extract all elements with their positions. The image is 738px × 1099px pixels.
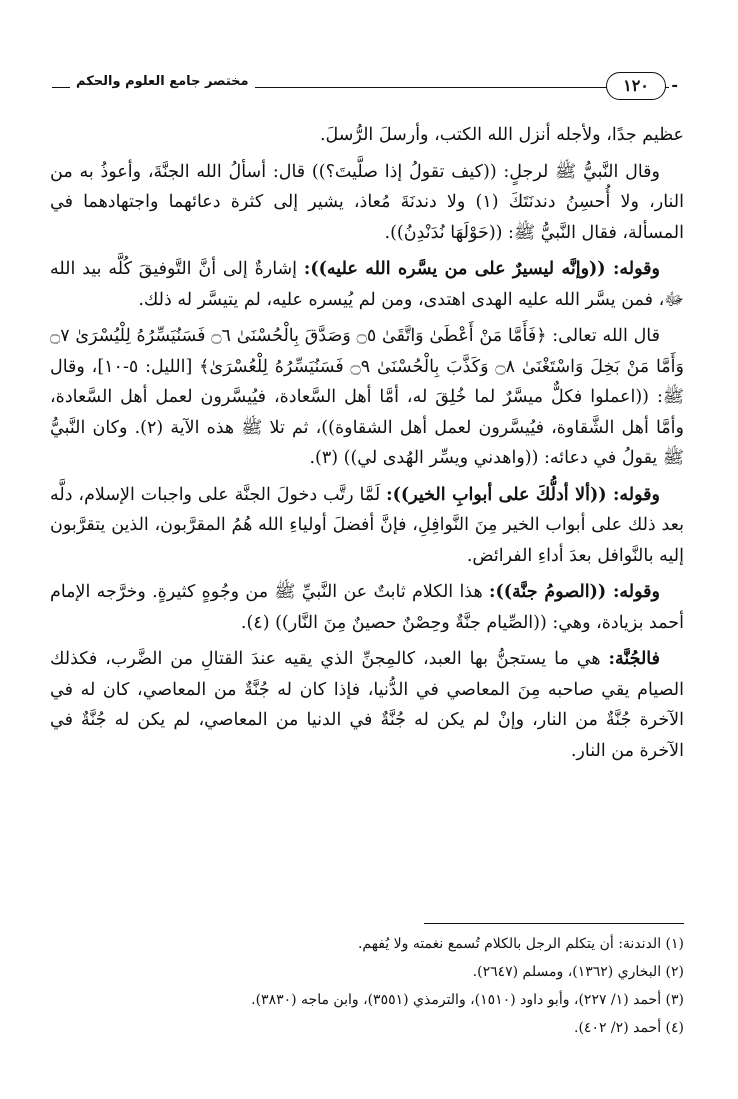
paragraph-text: هي ما يستجنُّ بها العبد، كالمِجنِّ الذي يقيه عندَ القتالِ من الضَّرب، فكذلك الصيام يقي صاحبه مِنَ المعاصي في الدُّنيا، فإذا كان له جُنَّةٌ من المعاصي، كان له في الآخرة جُنَّةٌ من النار، وإنْ لم يكن له جُنَّةٌ في الدنيا من المعاصي، لم يكن له جُنَّةٌ في الآخرة من النار. — [50, 649, 684, 761]
paragraph — [50, 644, 684, 766]
paragraph-text: قال الله تعالى: ﴿فَأَمَّا مَنْ أَعْطَىٰ وَاتَّقَىٰ ۝٥ وَصَدَّقَ بِالْحُسْنَىٰ ۝٦ فَسَنُيَسِّرُهُ لِلْيُسْرَىٰ ۝٧ وَأَمَّا مَنْ بَخِلَ وَاسْتَغْنَىٰ ۝٨ وَكَذَّبَ بِالْحُسْنَىٰ ۝٩ فَسَنُيَسِّرُهُ لِلْعُسْرَىٰ﴾ [الليل: ٥-١٠]، وقال ﷺ: ((اعملوا فكلٌّ ميسَّرٌ لما خُلِقَ له، أمَّا أهل السَّعادة، فيُيسَّرون لعمل أهل السَّعادة، وأمَّا أهل الشَّقاوة، فيُيسَّرون لعمل أهل الشقاوة))، ثم تلا ﷺ هذه الآية (٢). وكان النَّبيُّ ﷺ يقولُ في دعائه: ((واهدني ويسِّر الهُدى لي)) (٣). — [50, 326, 684, 468]
paragraph-lead: فالجُنَّة: — [608, 649, 660, 669]
paragraph-text: لَمَّا رتَّب دخولَ الجنَّة على واجبات الإسلام، دلَّه بعد ذلك على أبواب الخير مِنَ النَّوافِلِ، فإنَّ أفضلَ أولياءِ الله هُمُ المقرَّبون، الذين يتقرَّبون إليه بالنَّوافل بعدَ أداءِ الفرائض. — [50, 484, 684, 566]
paragraph-text: هذا الكلام ثابتٌ عن النَّبيِّ ﷺ من وجُوهٍ كثيرةٍ. وخرَّجه الإمام أحمد بزيادة، وهي: ((الصِّيام جنَّةٌ وحِصْنٌ حصينٌ مِنَ النَّار)) (٤). — [50, 582, 684, 633]
footnote: (٤) أحمد (٢/ ٤٠٢). — [574, 1020, 684, 1036]
page-number: ١٢٠ — [606, 72, 666, 100]
paragraph-lead: وقوله: ((ألا أدلُّكَ على أبوابِ الخير)): — [386, 484, 660, 505]
paragraph — [50, 480, 684, 572]
header-dash: - — [671, 75, 678, 94]
paragraph-text: إشارةٌ إلى أنَّ التَّوفيقَ كُلَّه بيد الله ﷻ، فمن يسَّر الله عليه الهدى اهتدى، ومن لم يُيسره عليه، لم يتيسَّر له ذلك. — [50, 259, 684, 310]
paragraph — [50, 157, 684, 249]
footnote: (٣) أحمد (١/ ٢٢٧)، وأبو داود (١٥١٠)، والترمذي (٣٥٥١)، وابن ماجه (٣٨٣٠). — [251, 992, 684, 1008]
page-header — [52, 70, 678, 102]
paragraph — [50, 120, 684, 151]
paragraph-text: عظيم جدًا، ولأجله أنزل الله الكتب، وأرسلَ الرُّسلَ. — [319, 125, 684, 145]
paragraph-text: وقال النَّبيُّ ﷺ لرجلٍ: ((كيف تقولُ إذا صلَّيتَ؟)) قال: أسألُ الله الجنَّةَ، وأعوذُ به من النار، ولا أُحسِنُ دندنَتَكَ (١) ولا دندنَةَ مُعاذ، يشير إلى كثرة دعائهما واجتهادهما في المسألة، فقال النَّبيُّ ﷺ: ((حَوْلَهَا نُدَنْدِنُ)). — [50, 161, 684, 243]
footnote-rule — [424, 923, 684, 924]
footnote: (١) الدندنة: أن يتكلم الرجل بالكلام تُسمع نغمته ولا يُفهم. — [357, 936, 684, 952]
paragraph — [50, 254, 684, 315]
footnote: (٢) البخاري (١٣٦٢)، ومسلم (٢٦٤٧). — [472, 964, 684, 980]
paragraph — [50, 321, 684, 474]
paragraph-lead: وقوله: ((الصومُ جنَّة)): — [489, 582, 660, 602]
main-text — [50, 120, 684, 772]
footnotes — [50, 930, 684, 1042]
paragraph-lead: وقوله: ((وإنَّه ليسيرٌ على من يسَّره الله عليه)): — [303, 259, 660, 279]
running-title: مختصر جامع العلوم والحكم — [70, 74, 255, 89]
paragraph — [50, 577, 684, 638]
